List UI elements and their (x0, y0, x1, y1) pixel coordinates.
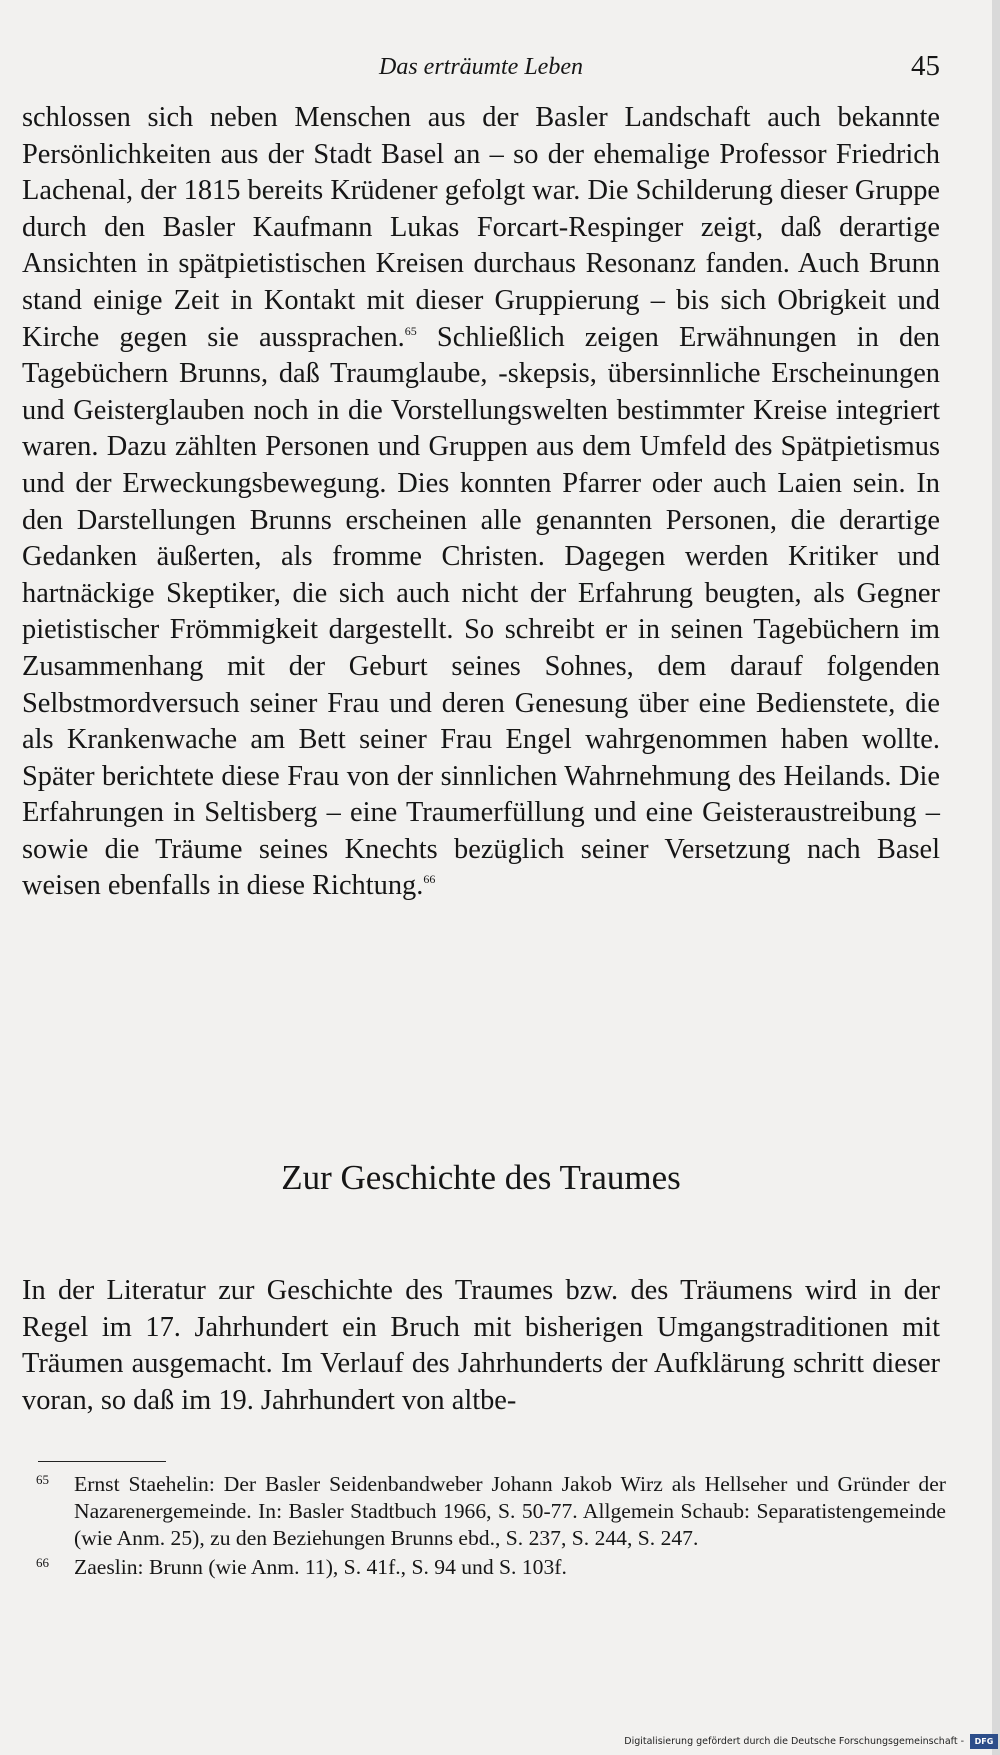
footnote-65 (36, 1471, 946, 1553)
footnote-ref-65[interactable]: 65 (404, 323, 417, 338)
page-header (22, 48, 940, 88)
digitization-note: Digitalisierung gefördert durch die Deutsche Forschungsgemeinschaft - (624, 1736, 964, 1747)
section-heading: Zur Geschichte des Traumes (281, 1158, 681, 1197)
paragraph-1-text-part-2: Schließlich zeigen Erwähnungen in den Tagebüchern Brunns, daß Traumglaube, -skepsis, übersinnliche Erscheinungen und Geisterglauben noch in die Vorstellungswelten bestimmter Kreise integriert waren. Dazu zählten Personen und Gruppen aus dem Umfeld des Spätpietismus und der Erweckungsbewegung. Dies konnten Pfarrer oder auch Laien sein. In den Darstellungen Brunns erscheinen alle genannten Personen, die derartige Gedanken äußerten, als fromme Christen. Dagegen werden Kritiker und hartnäckige Skeptiker, die sich auch nicht der Erfahrung beugten, als Gegner pietistischer Frömmigkeit dargestellt. So schreibt er in seinen Tagebüchern im Zusammenhang mit der Geburt seines Sohnes, dem darauf folgenden Selbstmordversuch seiner Frau und deren Genesung über eine Bedienstete, die als Krankenwache am Bett seiner Frau Engel wahrgenommen haben wollte. Später berichtete diese Frau von der sinnlichen Wahrnehmung des Heilands. Die Erfahrungen in Seltisberg – eine Traumerfüllung und eine Geisteraustreibung – sowie die Träume seines Knechts bezüglich seiner Versetzung nach Basel weisen ebenfalls in diese Richtung. (22, 321, 940, 902)
dfg-logo-icon: DFG (970, 1734, 998, 1749)
page-edge (992, 0, 1000, 1755)
footnote-text: Zaeslin: Brunn (wie Anm. 11), S. 41f., S. 94 und S. 103f. (74, 1554, 567, 1579)
footnote-text: Ernst Staehelin: Der Basler Seidenbandweber Johann Jakob Wirz als Hellseher und Gründer der Nazarenergemeinde. In: Basler Stadtbuch 1966, S. 50-77. Allgemein Schaub: Separatistengemeinde (wie Anm. 25), zu den Beziehungen Brunns ebd., S. 237, S. 244, S. 247. (74, 1472, 946, 1551)
footnote-separator (38, 1461, 166, 1462)
running-title: Das erträumte Leben (379, 54, 583, 80)
body-paragraph-2 (22, 1273, 940, 1419)
paragraph-1-text-part-1: schlossen sich neben Menschen aus der Basler Landschaft auch bekannte Persönlichkeiten aus der Stadt Basel an – so der ehemalige Professor Friedrich Lachenal, der 1815 bereits Krüdener gefolgt war. Die Schilderung dieser Gruppe durch den Basler Kaufmann Lukas Forcart-Respinger zeigt, daß derartige Ansichten in spätpietistischen Kreisen durchaus Resonanz fanden. Auch Brunn stand einige Zeit in Kontakt mit dieser Gruppierung – bis sich Obrigkeit und Kirche gegen sie aussprachen. (22, 102, 940, 353)
footnote-number: 65 (36, 1472, 49, 1487)
footnotes (36, 1471, 946, 1581)
footnote-66 (36, 1554, 946, 1581)
footnote-ref-66[interactable]: 66 (423, 872, 436, 887)
footnote-number: 66 (36, 1554, 49, 1570)
body-paragraph-1 (22, 100, 940, 905)
page-number: 45 (911, 50, 940, 82)
paragraph-2-text: In der Literatur zur Geschichte des Traumes bzw. des Träumens wird in der Regel im 17. Jahrhundert ein Bruch mit bisherigen Umgangstraditionen mit Träumen ausgemacht. Im Verlauf des Jahrhunderts der Aufklärung schritt dieser voran, so daß im 19. Jahrhundert von altbe- (22, 1275, 940, 1416)
